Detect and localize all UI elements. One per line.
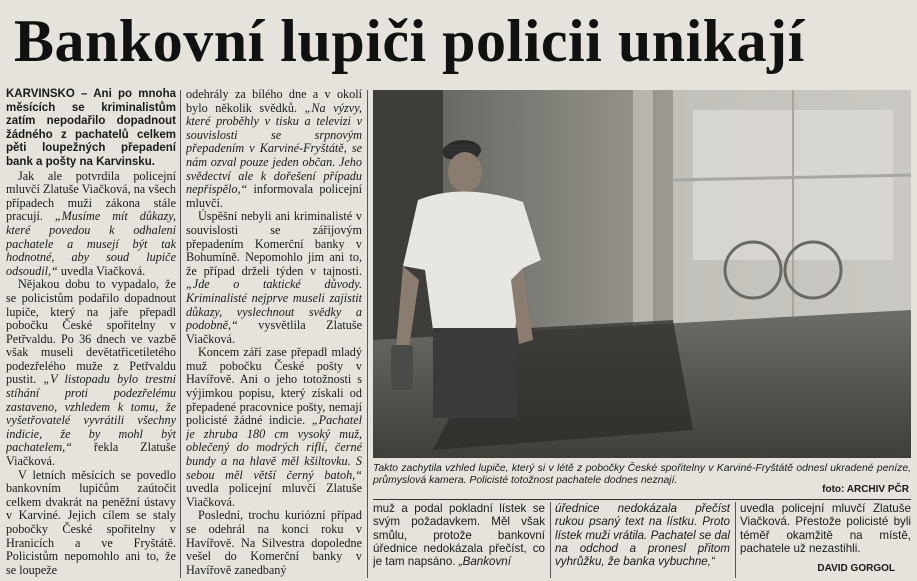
lead-place: KARVINSKO – (6, 88, 88, 100)
paragraph-text: muž a podal pokladní lístek se svým požadavkem. Měl však smůlu, protože bankovní úřednice nedokázala přečíst, co je tam napsáno. (373, 502, 545, 569)
article-column-5 (740, 502, 911, 564)
quote: úřednice nedokázala přečíst rukou psaný text na lístku. Proto lístek muži vrátila. Pachatel se dal na odchod a pronesl přitom vyhrůžku, že banka vybuchne,“ (555, 502, 730, 569)
quote: „Bankovní (458, 555, 511, 569)
paragraph-text: uvedla Viačková. (60, 263, 146, 278)
quote: „Na výzvy, které proběhly v tisku a televizi v souvislosti se srpnovým přepadením v Karviné-Fryštátě, se nám ozval pouze jeden občan. Jeho svědectví ale k dořešení případu nepřispělo,“ (186, 100, 362, 197)
paragraph-text: odehrály za bílého dne a v okolí bylo několik svědků. (186, 88, 362, 115)
paragraph-text: Úspěšní nebyli ani kriminalisté v souvislosti se zářijovým přepadením Komerční banky v Bohumíně. Nepomohlo jim ani to, že případ drželi týden v tajnosti. (186, 209, 362, 278)
quote: „Pachatel je zhruba 180 cm vysoký muž, oblečený do modrých riflí, černé bundy a na hlavě měl kšiltovku. S sebou měl větší černý batoh,“ (186, 413, 362, 482)
quote: „V listopadu bylo trestní stíhání proti podezřelému zastaveno, vzhledem k tomu, že vyšetřovatelé vyvrátili všechny indicie, že by mohl být pachatelem,“ (6, 372, 176, 455)
article-column-3 (373, 502, 545, 578)
paragraph-text: Koncem září zase přepadl mladý muž pobočku České pošty v Havířově. Ani o jeho totožnosti s výjimkou popisu, který získali od přepadené pracovnice pošty, nemají policisté žádné indicie. (186, 345, 362, 428)
quote: „Musíme mít důkazy, které povedou k odhalení pachatele a musejí být tak hodnotné, aby soud lupiče odsoudil,“ (6, 209, 176, 278)
paragraph-text: uvedla policejní mluvčí Zlatuše Viačková. (186, 481, 362, 509)
paragraph (373, 502, 545, 568)
column-divider (367, 90, 368, 578)
paragraph-text: Jak ale potvrdila policejní mluvčí Zlatuše Viačková, na všech případech muži zákona stále pracují. (6, 168, 176, 224)
article-column-4 (555, 502, 730, 578)
photo-caption: Takto zachytila vzhled lupiče, který si v létě z pobočky České spořitelny v Karviné-Fryštátě odnesl ukradené peníze, průmyslová kamera. Policisté totožnost pachatele dodnes neznají. (373, 463, 911, 486)
paragraph (186, 88, 362, 210)
headline: Bankovní lupiči policii unikají (14, 8, 805, 74)
paragraph-text: Poslední, trochu kuriózní případ se odehrál na konci roku v Havířově. Na Silvestra dopoledne vešel do Komerční banky v Havířově zanedbaný (186, 508, 362, 577)
article-column-1 (6, 88, 176, 578)
paragraph-text: Nějakou dobu to vypadalo, že se policistům podařilo dopadnout lupiče, který na jaře přepadl pobočku České spořitelny v Petřvaldu. Po 36 dnech ve vazbě však museli devětatřicetiletého podezřelého muže z Petřvaldu pustit. (6, 277, 176, 387)
lead-text: Ani po mnoha měsících se kriminalistům zatím nepodařilo dopadnout žádného z pachatelů celkem pěti loupežných přepadení bank a pošty na Karvinsku. (6, 88, 176, 168)
lead-paragraph (6, 88, 176, 170)
paragraph-text: informovala policejní mluvčí. (186, 182, 362, 210)
paragraph (186, 346, 362, 509)
security-camera-photo (373, 90, 911, 458)
quote: „Jde o taktické důvody. Kriminalisté nejprve museli zajistit důkazy, vyslechnout svědky a podobně,“ (186, 277, 362, 333)
paragraph (6, 469, 176, 578)
robber-photo-illustration (373, 90, 911, 458)
column-divider (735, 502, 736, 578)
paragraph (555, 502, 730, 568)
author-byline: DAVID GORGOL (817, 563, 895, 574)
column-divider (550, 502, 551, 578)
paragraph-text: V letních měsících se povedlo bankovním lupičům zaútočit celkem dvakrát na peněžní ústavy v Karviné. Jejich cílem se staly pobočky České spořitelny v Hranicích a ve Fryštátě. Policistům nepomohlo ani to, že se loupeže (6, 467, 176, 577)
paragraph (186, 210, 362, 346)
photo-credit: foto: ARCHIV PČR (822, 484, 909, 495)
column-divider (180, 90, 181, 578)
paragraph (740, 502, 911, 555)
article-column-2 (186, 88, 362, 578)
paragraph (186, 509, 362, 577)
paragraph-text: vysvětlila Zlatuše Viačková. (186, 318, 362, 346)
paragraph-text: řekla Zlatuše Viačková. (6, 440, 176, 469)
paragraph (6, 278, 176, 468)
paragraph-text: uvedla policejní mluvčí Zlatuše Viačková. Přestože policisté byli téměř okamžitě na místě, pachatele už nezastihli. (740, 502, 911, 555)
paragraph (6, 170, 176, 279)
caption-rule (373, 499, 911, 500)
